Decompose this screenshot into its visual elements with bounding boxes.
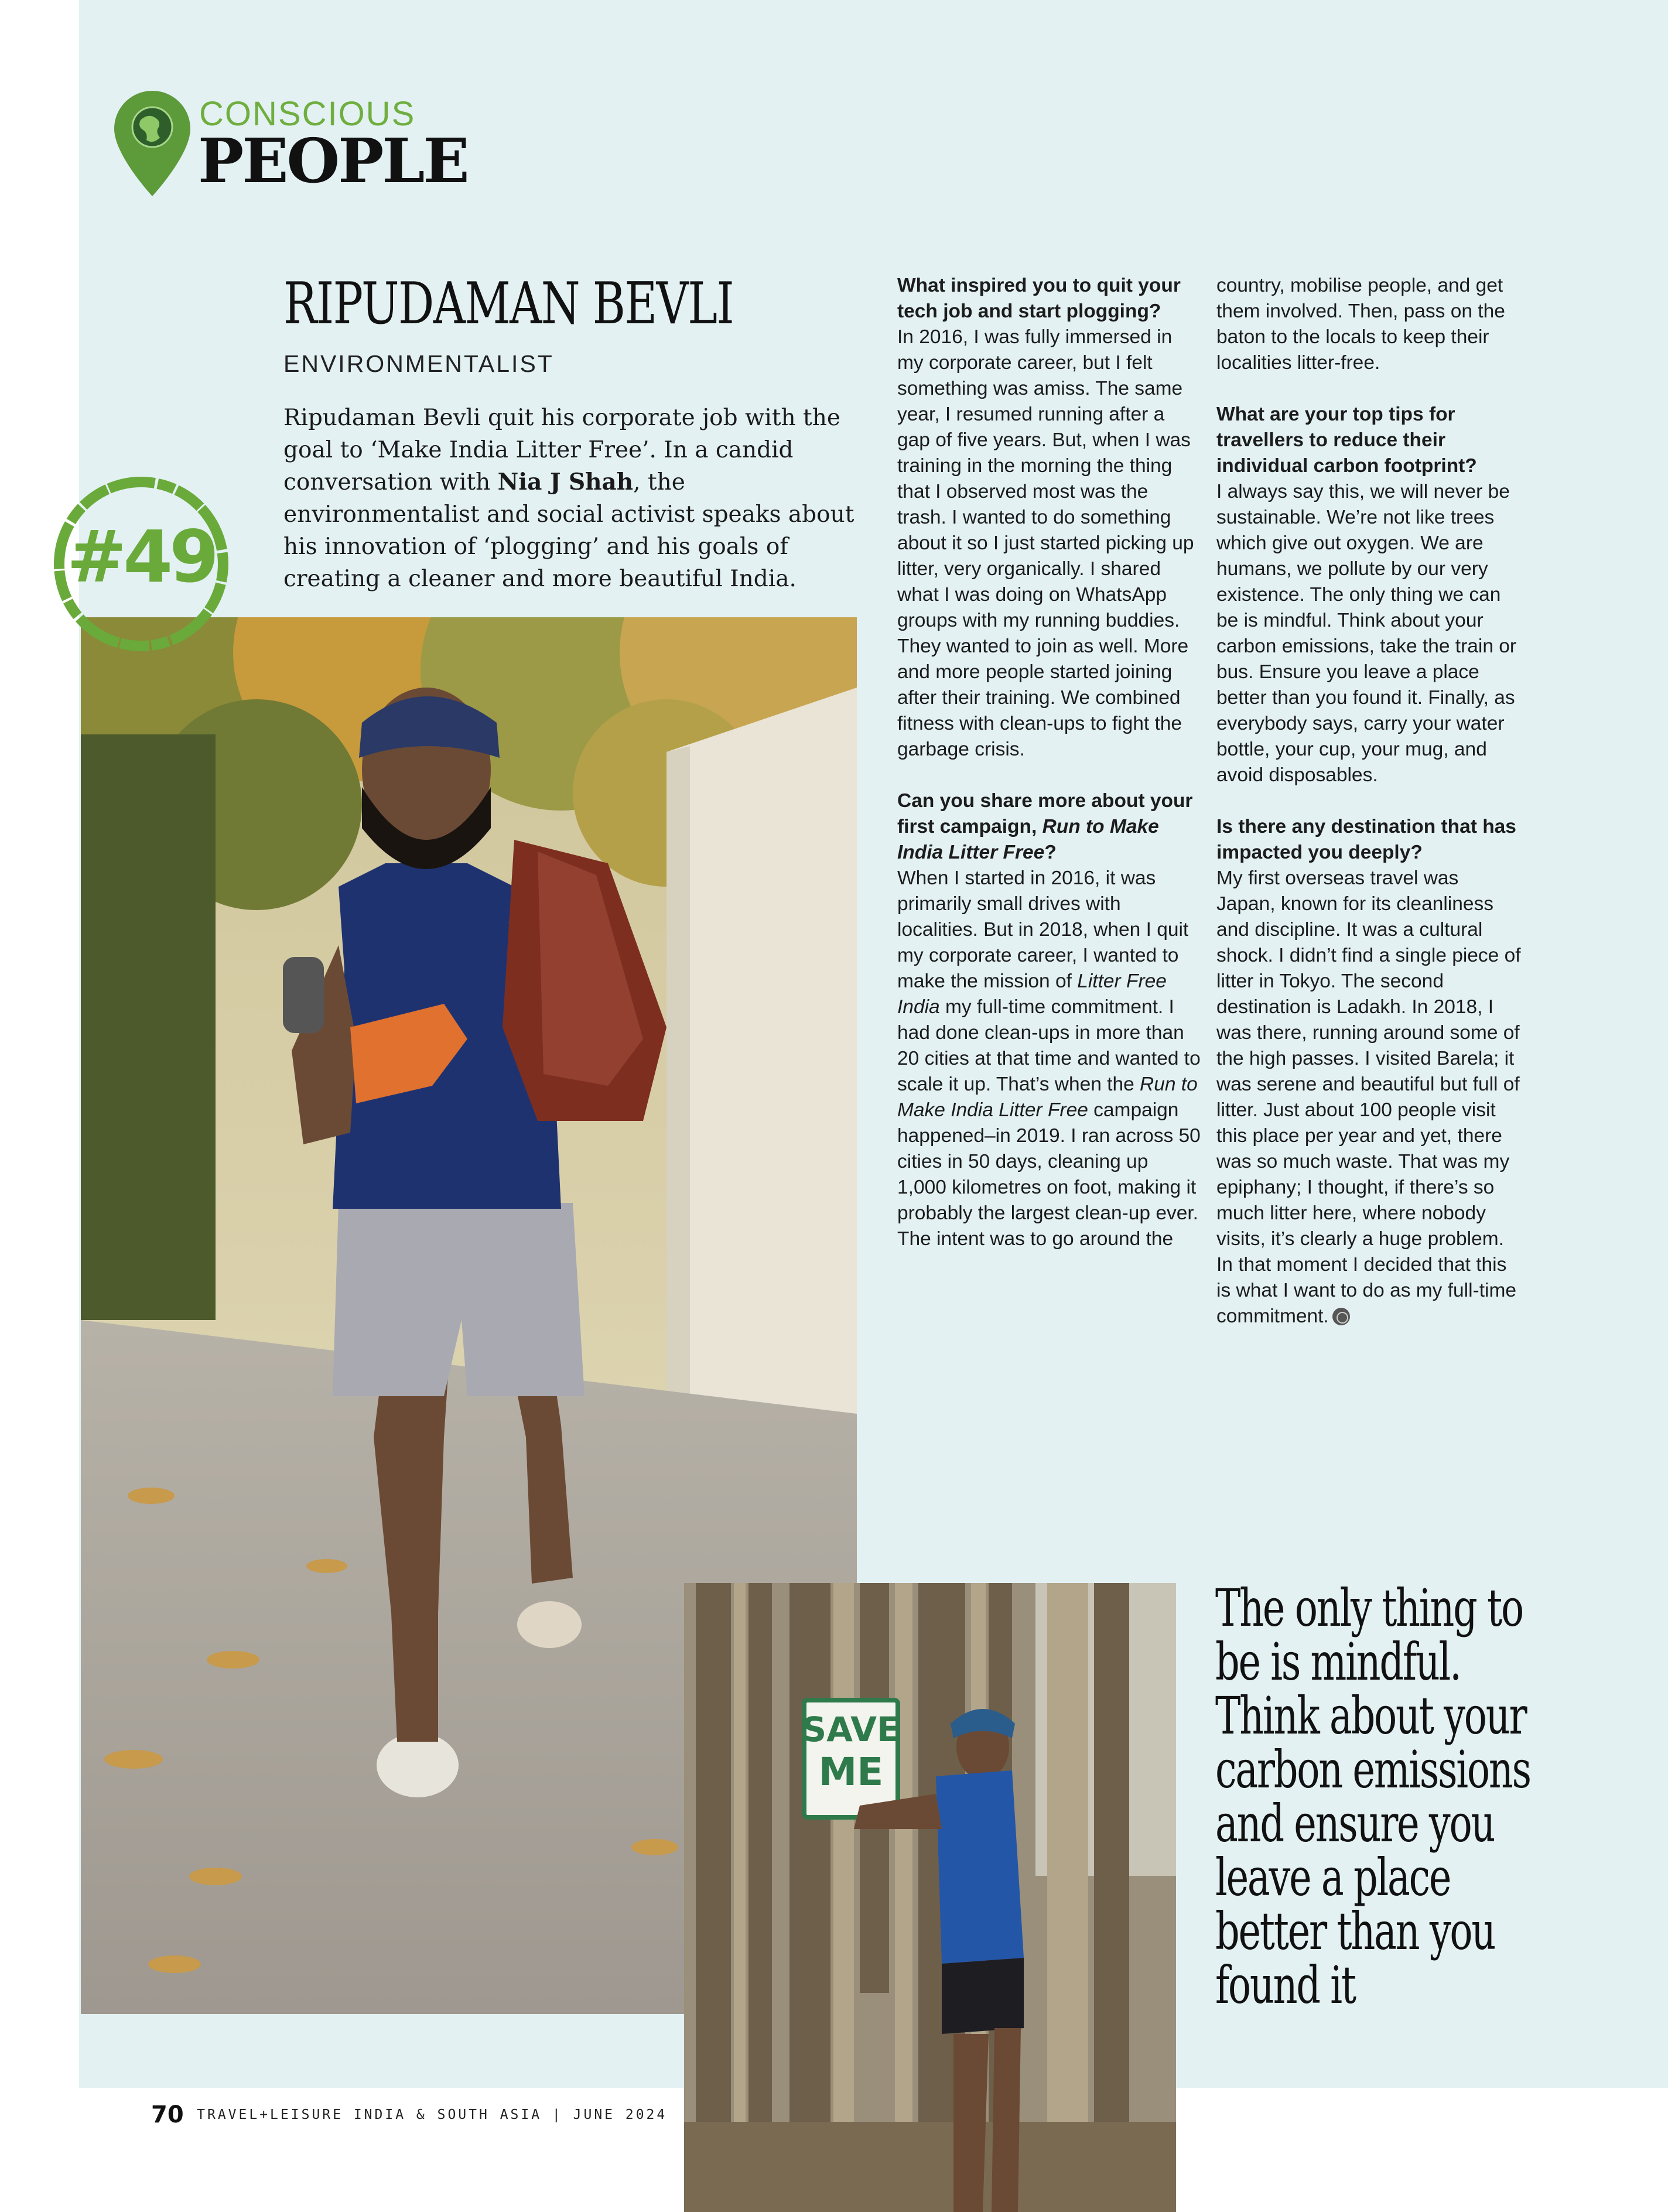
answer-2-part-1: When I started in 2016, it was primarily small drives with localities. But in 2018, when I quit my corporate career, I wanted to make the mission of (897, 867, 1189, 992)
question-2-campaign: Run to Make India Litter Free (897, 816, 1159, 863)
interviewer-name: Nia J Shah (497, 469, 634, 495)
question-1: What inspired you to quit your tech job and start plogging? (897, 275, 1181, 322)
page-number: 70 (151, 2101, 184, 2128)
end-mark-icon (1332, 1308, 1350, 1325)
intro-text: Ripudaman Bevli quit his corporate job with the goal to ‘Make India Litter Free’. In a candid conversation with (283, 405, 840, 495)
page-margin (0, 0, 79, 2212)
section-kicker: CONSCIOUS (199, 95, 416, 133)
profile-name: RIPUDAMAN BEVLI (283, 271, 734, 337)
rank-number: #49 (67, 515, 216, 599)
article-column-1 (897, 273, 1202, 1278)
article-column-2 (1216, 273, 1521, 1355)
intro-text-end: , the environmentalist and social activist speaks about his innovation of ‘plogging’ and his goals of creating a cleaner and more beautiful India. (283, 469, 854, 592)
sign-line-1: SAVE (802, 1710, 900, 1749)
answer-2-italic-1: Litter Free India (897, 970, 1167, 1018)
globe-pin-icon (114, 91, 190, 196)
sign-line-2: ME (818, 1749, 884, 1794)
answer-2-italic-2: Run to Make India Litter Free (897, 1073, 1198, 1121)
answer-4-text: My first overseas travel was Japan, known for its cleanliness and discipline. It was a cultural shock. I didn’t find a single piece of litter in Tokyo. The second destination is Ladakh. In 2018, I was there, running around some of the high passes. I visited Barela; it was serene and beautiful but full of litter. Just about 100 people visit this place per year and yet, there was so much waste. That was my epiphany; I thought, if there’s so much litter here, where nobody visits, it’s clearly a huge problem. In that moment I decided that this is what I want to do as my full-time commitment. (1216, 867, 1521, 1327)
section-header (114, 91, 489, 202)
question-2-text: Can you share more about your first campaign, (897, 790, 1193, 837)
question-2-end: ? (1044, 842, 1057, 863)
profile-role: ENVIRONMENTALIST (283, 350, 554, 377)
answer-2-part-2: my full-time commitment. I had done clean-ups in more than 20 cities at that time and wanted to scale it up. That’s when the (897, 996, 1201, 1095)
answer-1: In 2016, I was fully immersed in my corporate career, but I felt something was amiss. The same year, I resumed running after a gap of five years. But, when I was training in the morning the thing that I observed most was the trash. I wanted to do something about it so I just started picking up litter, very organically. I shared what I was doing on WhatsApp groups with my running buddies. They wanted to join as well. More and more people started joining after their training. We combined fitness with clean-ups to fight the garbage crisis. (897, 326, 1194, 760)
question-3: What are your top tips for travellers to reduce their individual carbon footprint? (1216, 404, 1477, 477)
tree-hug-photo (684, 1583, 1176, 2212)
answer-2 (897, 866, 1202, 1252)
answer-3: I always say this, we will never be sustainable. We’re not like trees which give out oxygen. We are humans, we pollute by our very existence. The only thing we can be is mindful. Think about your carbon emissions, take the train or bus. Ensure you leave a place better than you found it. Finally, as everybody says, carry your water bottle, your cup, your mug, and avoid disposables. (1216, 481, 1517, 786)
answer-2-part-3: campaign happened–in 2019. I ran across 50 cities in 50 days, cleaning up 1,000 kilometres on foot, making it probably the largest clean-up ever. The intent was to go around the (897, 1099, 1201, 1250)
question-2 (897, 788, 1202, 866)
section-title: PEOPLE (198, 125, 468, 197)
intro-paragraph (283, 402, 854, 595)
page-footer (151, 2101, 667, 2128)
pull-quote: The only thing to be is mindful. Think about your carbon emissions and ensure you leave a place better than you found it (1215, 1578, 1530, 2015)
question-4: Is there any destination that has impacted you deeply? (1216, 816, 1516, 863)
publication-line: TRAVEL+LEISURE INDIA & SOUTH ASIA | JUNE 2024 (197, 2107, 668, 2122)
answer-4 (1216, 866, 1521, 1329)
answer-2-continued: country, mobilise people, and get them involved. Then, pass on the baton to the locals to keep their localities litter-free. (1216, 275, 1505, 374)
tree-hug-photo-illustration (684, 1583, 1176, 2212)
